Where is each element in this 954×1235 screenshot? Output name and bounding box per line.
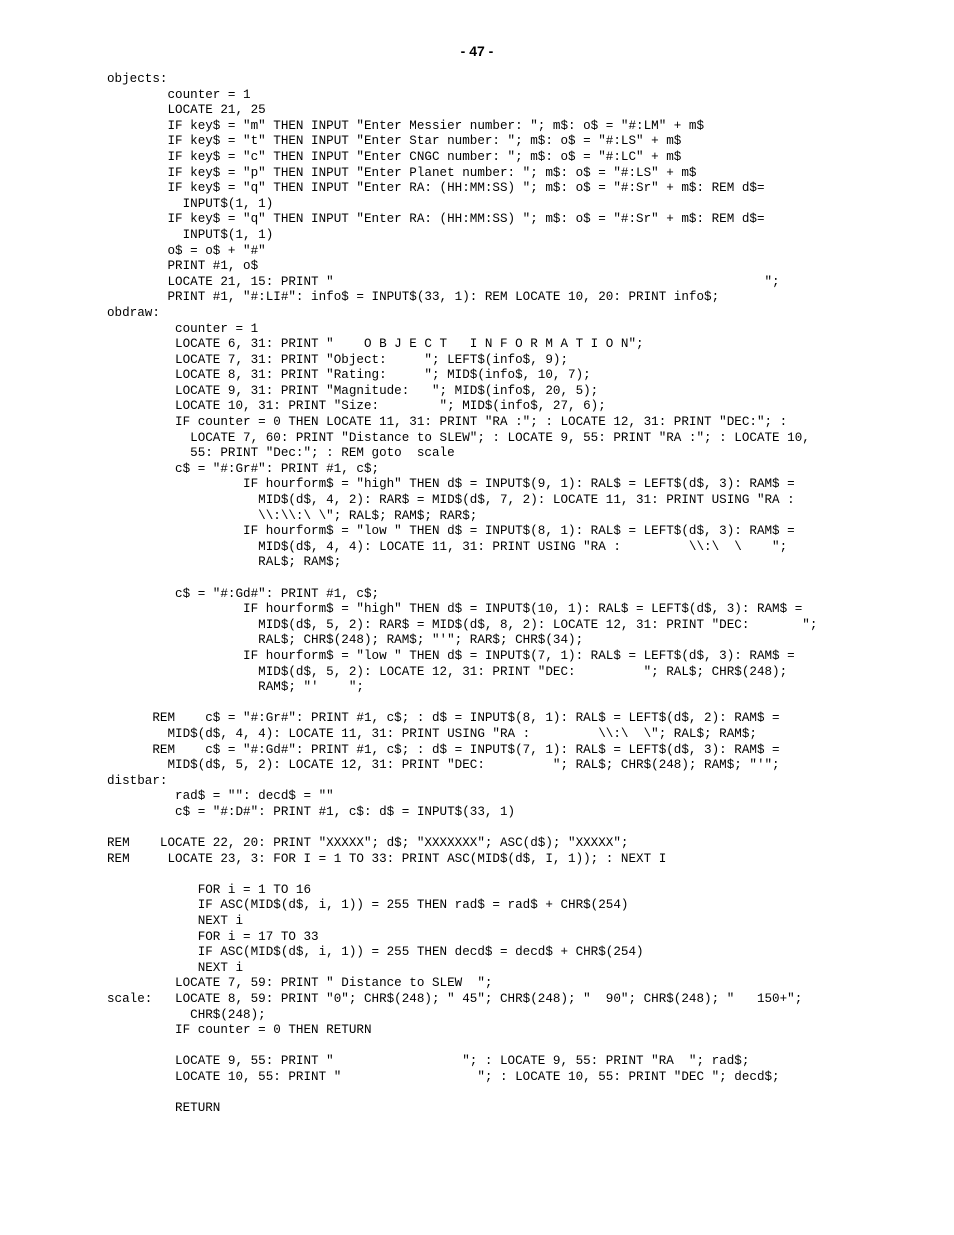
- code-line: [107, 821, 817, 837]
- code-line: FOR i = 1 TO 16: [107, 882, 312, 897]
- code-line: obdraw:: [107, 305, 160, 320]
- code-line: INPUT$(1, 1): [107, 196, 274, 211]
- code-line: distbar:: [107, 773, 168, 788]
- code-line: MID$(d$, 4, 2): RAR$ = MID$(d$, 7, 2): LOCATE 11, 31: PRINT USING "RA :: [107, 493, 795, 508]
- code-line: IF ASC(MID$(d$, i, 1)) = 255 THEN decd$ = decd$ + CHR$(254): [107, 945, 644, 960]
- code-line: LOCATE 21, 15: PRINT " ";: [107, 274, 780, 289]
- code-line: IF key$ = "c" THEN INPUT "Enter CNGC number: "; m$: o$ = "#:LC" + m$: [107, 149, 682, 164]
- code-line: objects:: [107, 72, 168, 86]
- code-line: c$ = "#:D#": PRINT #1, c$: d$ = INPUT$(33, 1): [107, 804, 516, 819]
- code-line: INPUT$(1, 1): [107, 227, 274, 242]
- code-line: CHR$(248);: [107, 1007, 266, 1022]
- code-line: NEXT i: [107, 914, 244, 929]
- code-line: scale: LOCATE 8, 59: PRINT "0"; CHR$(248); " 45"; CHR$(248); " 90"; CHR$(248); " 150+";: [107, 992, 803, 1007]
- code-line: rad$ = "": decd$ = "": [107, 789, 334, 804]
- code-line: REM c$ = "#:Gd#": PRINT #1, c$; : d$ = INPUT$(7, 1): RAL$ = LEFT$(d$, 3): RAM$ =: [107, 742, 780, 757]
- code-line: LOCATE 8, 31: PRINT "Rating: "; MID$(info$, 10, 7);: [107, 368, 591, 383]
- code-line: LOCATE 6, 31: PRINT " O B J E C T I N F O R M A T I O N";: [107, 337, 644, 352]
- code-line: MID$(d$, 5, 2): RAR$ = MID$(d$, 8, 2): LOCATE 12, 31: PRINT "DEC: ";: [107, 617, 818, 632]
- code-line: [107, 1039, 817, 1055]
- code-line: RAM$; "' ";: [107, 680, 364, 695]
- code-line: IF key$ = "q" THEN INPUT "Enter RA: (HH:MM:SS) "; m$: o$ = "#:Sr" + m$: REM d$=: [107, 181, 765, 196]
- code-line: NEXT i: [107, 960, 244, 975]
- code-line: FOR i = 17 TO 33: [107, 929, 319, 944]
- code-line: MID$(d$, 4, 4): LOCATE 11, 31: PRINT USING "RA : \\:\ \ ";: [107, 539, 788, 554]
- code-line: LOCATE 10, 31: PRINT "Size: "; MID$(info$, 27, 6);: [107, 399, 606, 414]
- code-line: [107, 571, 817, 587]
- code-line: LOCATE 9, 31: PRINT "Magnitude: "; MID$(info$, 20, 5);: [107, 383, 599, 398]
- code-line: IF hourform$ = "low " THEN d$ = INPUT$(8, 1): RAL$ = LEFT$(d$, 3): RAM$ =: [107, 524, 795, 539]
- code-line: MID$(d$, 5, 2): LOCATE 12, 31: PRINT "DEC: "; RAL$; CHR$(248); RAM$; "'";: [107, 758, 780, 773]
- code-line: RAL$; CHR$(248); RAM$; "'"; RAR$; CHR$(34);: [107, 633, 584, 648]
- code-line: o$ = o$ + "#": [107, 243, 266, 258]
- code-line: RETURN: [107, 1101, 221, 1116]
- code-line: MID$(d$, 4, 4): LOCATE 11, 31: PRINT USING "RA : \\:\ \"; RAL$; RAM$;: [107, 726, 757, 741]
- code-line: [107, 696, 817, 712]
- code-listing: [107, 72, 817, 1117]
- code-line: 55: PRINT "Dec:"; : REM goto scale: [107, 446, 455, 461]
- code-line: RAL$; RAM$;: [107, 555, 342, 570]
- code-line: [107, 1086, 817, 1102]
- code-line: LOCATE 9, 55: PRINT " "; : LOCATE 9, 55: PRINT "RA "; rad$;: [107, 1054, 750, 1069]
- page-number: - 47 -: [460, 43, 494, 59]
- code-line: LOCATE 7, 31: PRINT "Object: "; LEFT$(info$, 9);: [107, 352, 569, 367]
- code-line: [107, 867, 817, 883]
- code-line: IF key$ = "q" THEN INPUT "Enter RA: (HH:MM:SS) "; m$: o$ = "#:Sr" + m$: REM d$=: [107, 212, 765, 227]
- code-line: LOCATE 7, 59: PRINT " Distance to SLEW ";: [107, 976, 493, 991]
- code-line: IF key$ = "t" THEN INPUT "Enter Star number: "; m$: o$ = "#:LS" + m$: [107, 134, 682, 149]
- code-line: IF hourform$ = "high" THEN d$ = INPUT$(9, 1): RAL$ = LEFT$(d$, 3): RAM$ =: [107, 477, 795, 492]
- code-line: LOCATE 21, 25: [107, 103, 266, 118]
- code-line: PRINT #1, "#:LI#": info$ = INPUT$(33, 1): REM LOCATE 10, 20: PRINT info$;: [107, 290, 720, 305]
- code-line: c$ = "#:Gr#": PRINT #1, c$;: [107, 461, 380, 476]
- code-line: counter = 1: [107, 87, 251, 102]
- code-line: IF counter = 0 THEN RETURN: [107, 1023, 372, 1038]
- code-line: counter = 1: [107, 321, 259, 336]
- code-line: c$ = "#:Gd#": PRINT #1, c$;: [107, 586, 380, 601]
- code-line: IF counter = 0 THEN LOCATE 11, 31: PRINT "RA :"; : LOCATE 12, 31: PRINT "DEC:"; :: [107, 415, 788, 430]
- code-line: REM LOCATE 23, 3: FOR I = 1 TO 33: PRINT ASC(MID$(d$, I, 1)); : NEXT I: [107, 851, 667, 866]
- code-line: REM c$ = "#:Gr#": PRINT #1, c$; : d$ = INPUT$(8, 1): RAL$ = LEFT$(d$, 2): RAM$ =: [107, 711, 780, 726]
- code-line: REM LOCATE 22, 20: PRINT "XXXXX"; d$; "XXXXXXX"; ASC(d$); "XXXXX";: [107, 836, 629, 851]
- code-line: LOCATE 10, 55: PRINT " "; : LOCATE 10, 55: PRINT "DEC "; decd$;: [107, 1070, 780, 1084]
- code-line: IF ASC(MID$(d$, i, 1)) = 255 THEN rad$ = rad$ + CHR$(254): [107, 898, 629, 913]
- code-line: MID$(d$, 5, 2): LOCATE 12, 31: PRINT "DEC: "; RAL$; CHR$(248);: [107, 664, 788, 679]
- code-line: IF hourform$ = "high" THEN d$ = INPUT$(10, 1): RAL$ = LEFT$(d$, 3): RAM$ =: [107, 602, 803, 617]
- code-line: IF key$ = "p" THEN INPUT "Enter Planet number: "; m$: o$ = "#:LS" + m$: [107, 165, 697, 180]
- code-line: LOCATE 7, 60: PRINT "Distance to SLEW"; : LOCATE 9, 55: PRINT "RA :"; : LOCATE 10,: [107, 430, 810, 445]
- code-line: \\:\\:\ \"; RAL$; RAM$; RAR$;: [107, 508, 478, 523]
- code-line: IF key$ = "m" THEN INPUT "Enter Messier number: "; m$: o$ = "#:LM" + m$: [107, 118, 705, 133]
- code-line: IF hourform$ = "low " THEN d$ = INPUT$(7, 1): RAL$ = LEFT$(d$, 3): RAM$ =: [107, 648, 795, 663]
- code-line: PRINT #1, o$: [107, 259, 259, 274]
